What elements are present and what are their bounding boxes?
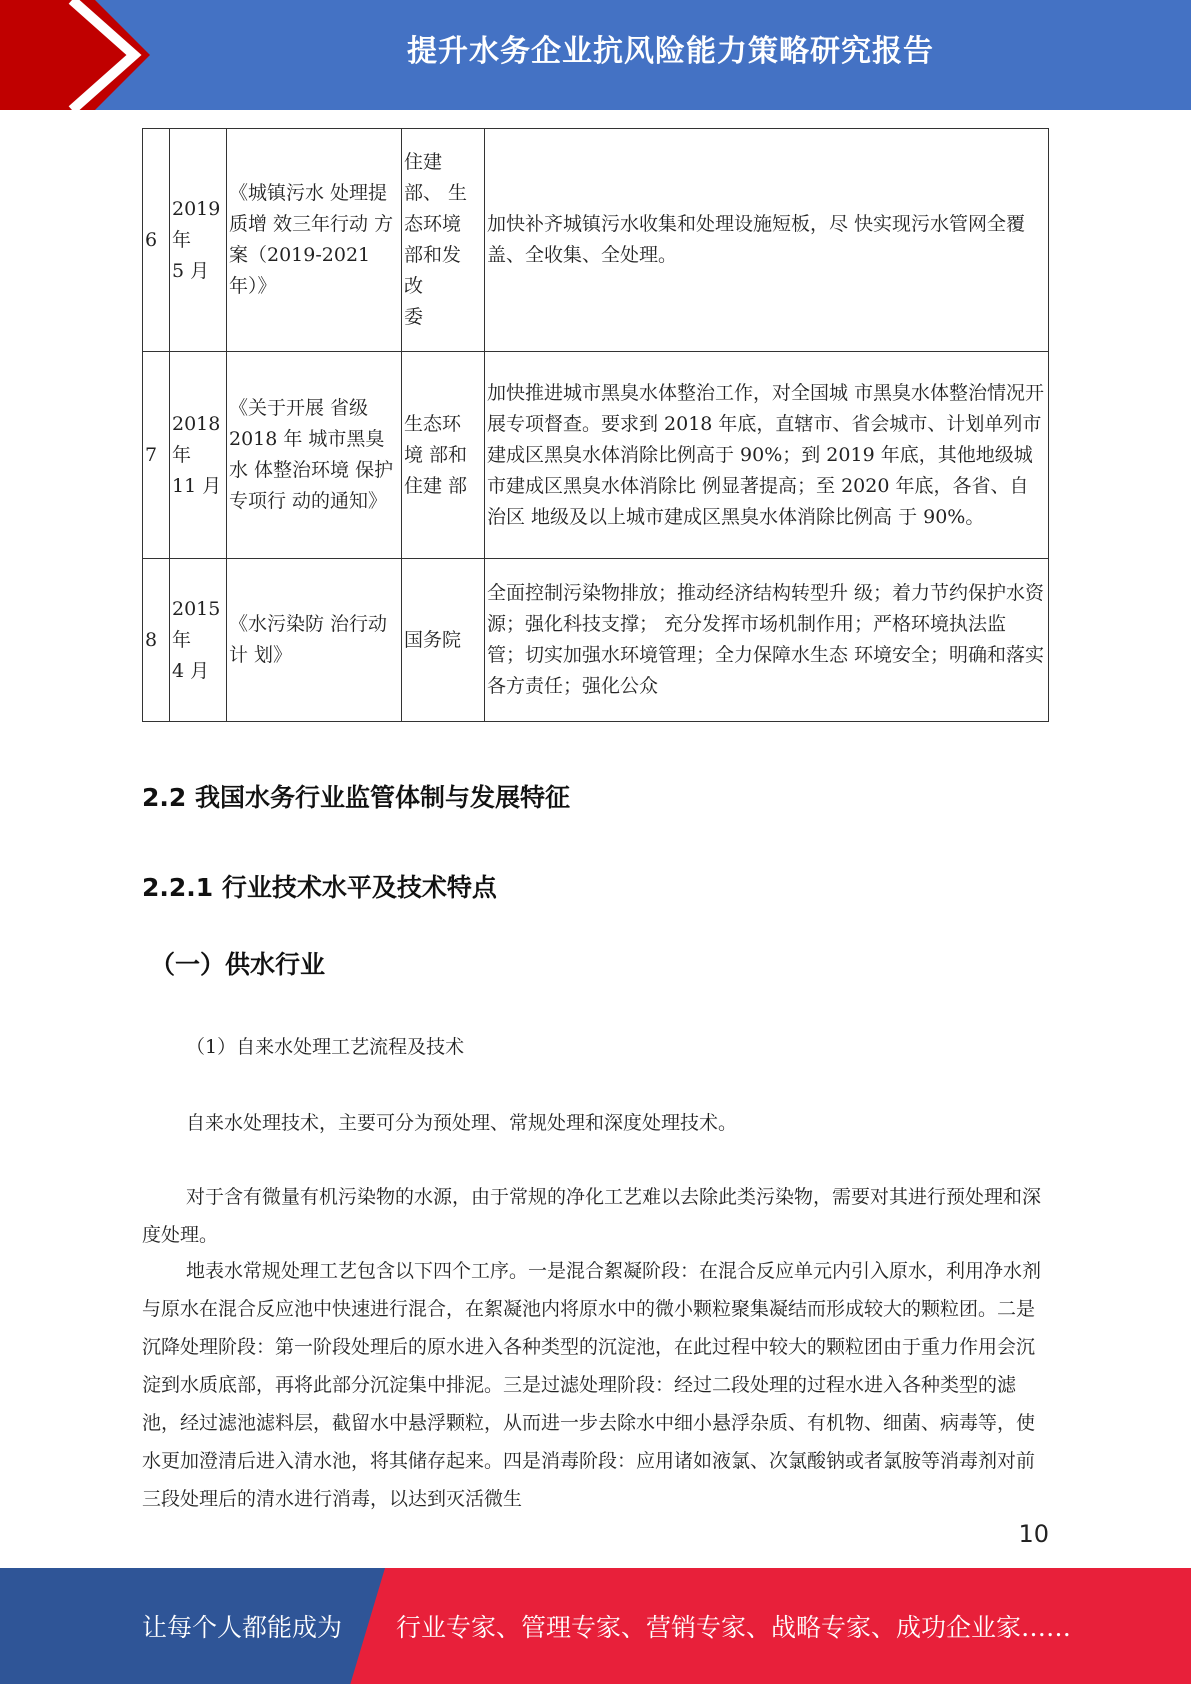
row-content: 全面控制污染物排放；推动经济结构转型升 级；着力节约保护水资源；强化科技支撑； 充分发挥市场机制作用；严格环境执法监 管；切实加强水环境管理；全力保障水生态 环境安全；明确和落实各方责任；强化公众 [485,559,1049,722]
row-department: 生态环 境 部和 住建 部 [402,352,485,559]
section-heading: 2.2 我国水务行业监管体制与发展特征 [142,783,570,812]
table-row [143,129,1049,352]
page-footer [0,1568,1191,1684]
row-department: 国务院 [402,559,485,722]
row-date: 2018 年 11 月 [170,352,227,559]
row-department: 住建 部、 生 态环境 部和发 改 委 [402,129,485,352]
table-row [143,352,1049,559]
row-number: 7 [143,352,170,559]
row-document: 《水污染防 治行动计 划》 [227,559,402,722]
footer-slogan-left: 让每个人都能成为 [142,1613,343,1642]
row-content: 加快补齐城镇污水收集和处理设施短板，尽 快实现污水管网全覆盖、全收集、全处理。 [485,129,1049,352]
body-paragraph: 对于含有微量有机污染物的水源，由于常规的净化工艺难以去除此类污染物，需要对其进行预处理和深度处理。 [142,1186,1042,1246]
red-chevron-decoration [0,0,150,110]
group-heading: （一）供水行业 [150,950,326,979]
subsection-heading: 2.2.1 行业技术水平及技术特点 [142,873,497,902]
table-row [143,559,1049,722]
row-number: 6 [143,129,170,352]
row-document: 《关于开展 省级 2018 年 城市黑臭水 体整治环境 保护专项行 动的通知》 [227,352,402,559]
policy-table [142,128,1049,722]
page-header [0,0,1191,110]
intro-paragraph: 自来水处理技术，主要可分为预处理、常规处理和深度处理技术。 [186,1112,738,1134]
body-paragraph: 地表水常规处理工艺包含以下四个工序。一是混合絮凝阶段：在混合反应单元内引入原水，利用净水剂与原水在混合反应池中快速进行混合，在絮凝池内将原水中的微小颗粒聚集凝结而形成较大的颗粒团。二是沉降处理阶段：第一阶段处理后的原水进入各种类型的沉淀池，在此过程中较大的颗粒团由于重力作用会沉淀到水质底部，再将此部分沉淀集中排泥。三是过滤处理阶段：经过二段处理的过程水进入各种类型的滤池，经过滤池滤料层，截留水中悬浮颗粒，从而进一步去除水中细小悬浮杂质、有机物、细菌、病毒等，使水更加澄清后进入清水池，将其储存起来。四是消毒阶段：应用诸如液氯、次氯酸钠或者氯胺等消毒剂对前三段处理后的清水进行消毒，以达到灭活微生 [142,1260,1042,1510]
row-date: 2015 年 4 月 [170,559,227,722]
footer-slogan-right: 行业专家、管理专家、营销专家、战略专家、成功企业家…… [396,1613,1072,1642]
report-title: 提升水务企业抗风险能力策略研究报告 [407,34,934,69]
row-number: 8 [143,559,170,722]
row-content: 加快推进城市黑臭水体整治工作，对全国城 市黑臭水体整治情况开展专项督查。要求到 2018 年底，直辖市、省会城市、计划单列市 建成区黑臭水体消除比例高于 90%；到 2019 年底，其他地级城市建成区黑臭水体消除比 例显著提高；至 2020 年底，各省、自治区 地级及以上城市建成区黑臭水体消除比例高 于 90%。 [485,352,1049,559]
row-document: 《城镇污水 处理提质增 效三年行动 方案（2019-2021 年）》 [227,129,402,352]
item-heading: （1）自来水处理工艺流程及技术 [186,1036,465,1058]
page-number: 10 [1018,1520,1049,1548]
row-date: 2019 年 5 月 [170,129,227,352]
